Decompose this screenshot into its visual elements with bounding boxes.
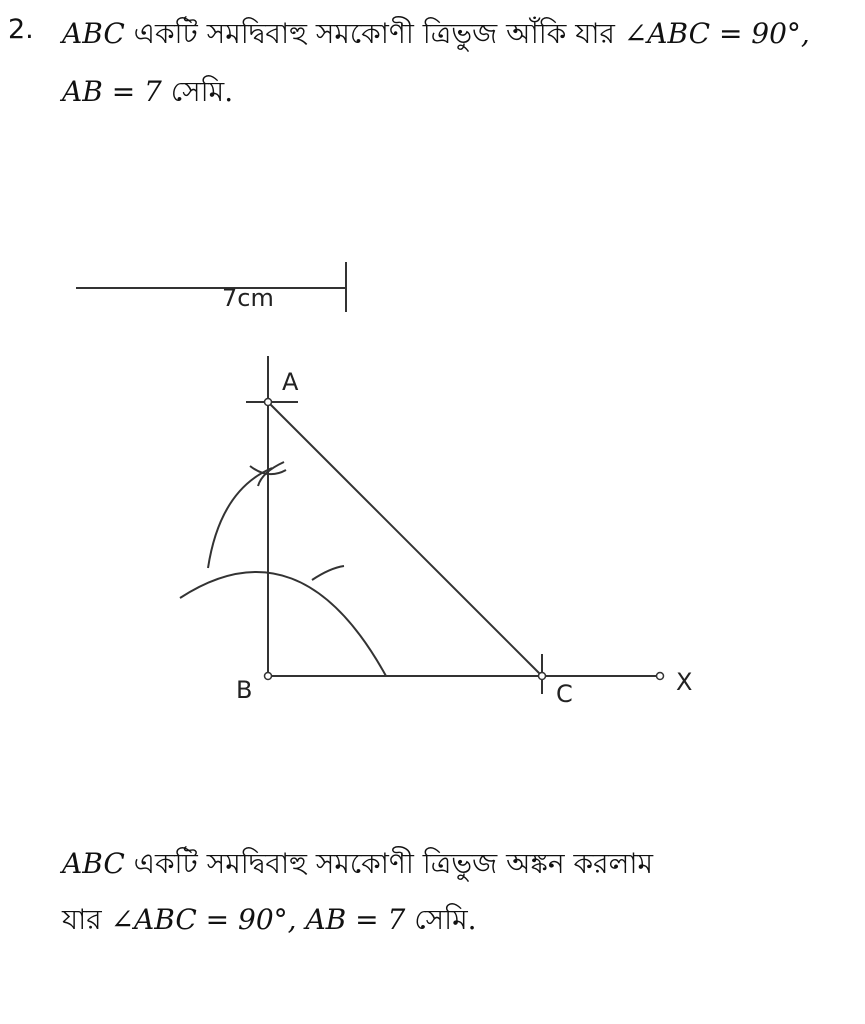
answer-triangle-name: ABC — [62, 847, 125, 880]
question-text: একটি সমদ্বিবাহু সমকোণী ত্রিভুজ আঁকি যার — [124, 17, 624, 50]
question-length: AB = 7 — [62, 75, 162, 108]
question-unit: সেমি. — [161, 75, 234, 108]
point-a-marker — [265, 399, 272, 406]
label-x: X — [676, 668, 693, 696]
answer-unit: সেমি. — [405, 903, 477, 936]
answer-line-1 — [62, 842, 653, 889]
construction-arc-cut — [312, 566, 344, 580]
answer-text: একটি সমদ্বিবাহু সমকোণী ত্রিভুজ অঙ্কন করলাম — [124, 847, 654, 880]
point-x-marker — [657, 673, 664, 680]
label-b: B — [236, 676, 253, 704]
hypotenuse-line — [268, 402, 542, 676]
answer-line-2 — [62, 898, 477, 945]
answer-conditions: ∠ABC = 90°, AB = 7 — [110, 903, 406, 936]
construction-arc-large — [180, 572, 386, 676]
point-b-marker — [265, 673, 272, 680]
label-a: A — [282, 368, 299, 396]
question-angle: ∠ABC = 90°, — [623, 17, 810, 50]
question-triangle-name: ABC — [62, 17, 125, 50]
point-c-marker — [539, 673, 546, 680]
question-number: 2. — [8, 14, 34, 45]
construction-arc-upper — [208, 468, 272, 568]
length-label: 7cm — [222, 284, 274, 312]
label-c: C — [556, 680, 573, 708]
answer-prefix: যার — [62, 903, 111, 936]
